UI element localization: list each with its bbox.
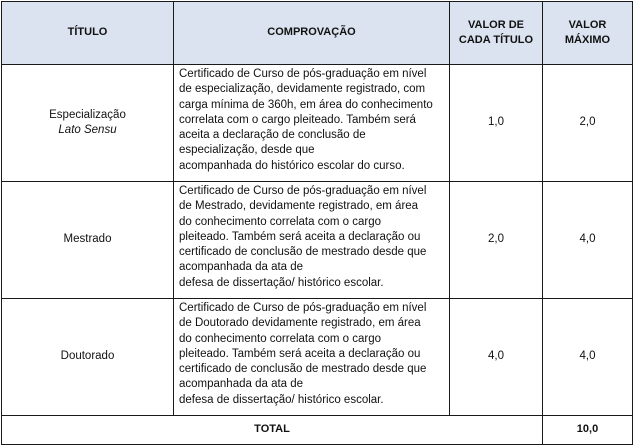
comprovacao-line: do conhecimento correlata com o cargo [179,332,381,345]
header-valor-maximo [543,2,633,65]
total-value: 10,0 [543,416,633,445]
row-maximo: 2,0 [543,65,633,182]
comprovacao-line: correlata com o cargo pleiteado. Também será [179,113,416,126]
table-row [2,299,633,416]
comprovacao-line: certificado de conclusão de mestrado desde que [179,363,427,376]
row-maximo: 4,0 [543,182,633,299]
table-header-row [2,2,633,65]
row-maximo: 4,0 [543,299,633,416]
comprovacao-line: defesa de dissertação/ histórico escolar. [179,393,384,406]
row-comprovacao [174,299,450,416]
comprovacao-line: acompanhada do histórico escolar do curso. [179,159,405,172]
comprovacao-line: de Mestrado, devidamente registrado, em área [179,200,419,213]
comprovacao-line: aceita a declaração de conclusão de [179,129,366,142]
row-valor: 2,0 [450,182,543,299]
comprovacao-line: pleiteado. Também será aceita a declaração ou [179,347,421,360]
comprovacao-line: carga mínima de 360h, em área do conhecimento [179,98,433,111]
row-valor: 4,0 [450,299,543,416]
comprovacao-line: defesa de dissertação/ histórico escolar. [179,276,384,289]
comprovacao-line: certificado de conclusão de mestrado desde que [179,246,427,259]
header-valor-cada-titulo [450,2,543,65]
row-titulo-doutorado [2,299,174,416]
table-row [2,65,633,182]
comprovacao-line: especialização, desde que [179,144,315,157]
titulo-text: Mestrado [63,233,112,246]
header-valor-cada-line2: CADA TÍTULO [458,34,534,46]
row-valor: 1,0 [450,65,543,182]
titulo-text: Doutorado [60,350,115,363]
header-comprovacao: COMPROVAÇÃO [174,2,450,65]
comprovacao-line: de especialização, devidamente registrado, com [179,83,426,96]
header-valor-cada-line1: VALOR DE [467,18,525,31]
table-row [2,182,633,299]
titulo-subtext: Lato Sensu [58,124,117,136]
comprovacao-line: Certificado de Curso de pós-graduação em nível [179,185,427,197]
comprovacao-line: acompanhada da ata de [179,261,304,274]
header-titulo: TÍTULO [2,2,174,65]
total-row [2,416,633,445]
titulo-text: Especialização [49,108,126,121]
comprovacao-line: de Doutorado devidamente registrado, em área [179,317,421,330]
comprovacao-line: Certificado de Curso de pós-graduação em nível [179,302,427,314]
comprovacao-line: acompanhada da ata de [179,378,304,391]
row-comprovacao [174,65,450,182]
comprovacao-line: Certificado de Curso de pós-graduação em nível [179,68,427,80]
row-comprovacao [174,182,450,299]
titles-table [1,1,633,445]
comprovacao-line: do conhecimento correlata com o cargo [179,215,381,228]
comprovacao-line: pleiteado. Também será aceita a declaração ou [179,230,421,243]
total-label: TOTAL [2,416,543,445]
header-valor-max-line1: VALOR [568,18,607,31]
row-titulo-especializacao [2,65,174,182]
header-valor-max-line2: MÁXIMO [564,34,611,46]
row-titulo-mestrado [2,182,174,299]
